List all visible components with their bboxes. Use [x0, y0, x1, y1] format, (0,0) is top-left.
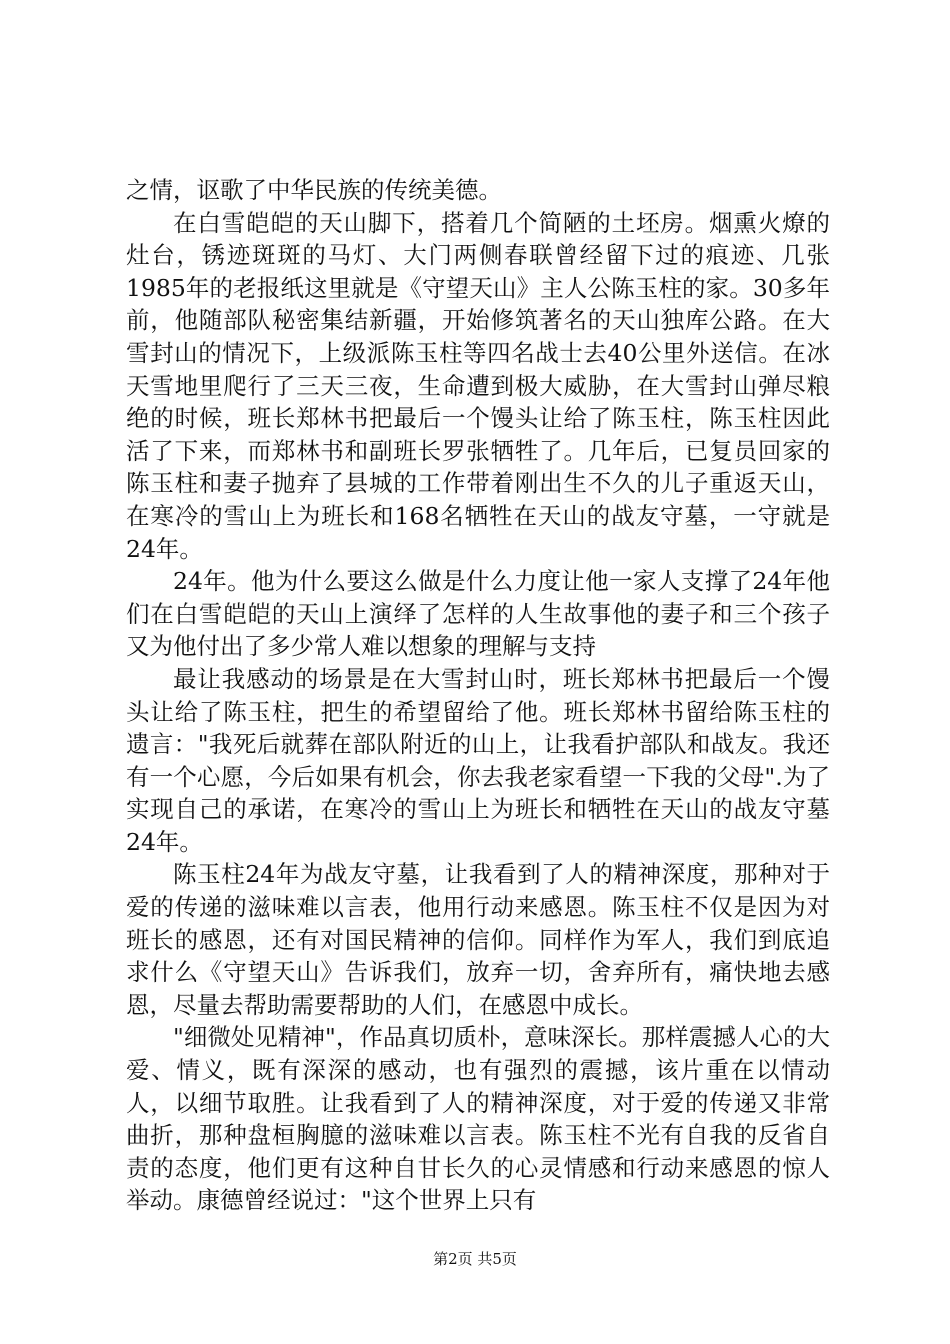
paragraph-tianshan-home: 在白雪皑皑的天山脚下，搭着几个简陋的土坯房。烟熏火燎的灶台，锈迹斑斑的马灯、大门两侧春联曾经留下过的痕迹、几张1985年的老报纸这里就是《守望天山》主人公陈玉柱的家。30多年前，他随部队秘密集结新疆，开始修筑著名的天山独库公路。在大雪封山的情况下，上级派陈玉柱等四名战士去40公里外送信。在冰天雪地里爬行了三天三夜，生命遭到极大威胁，在大雪封山弹尽粮绝的时候，班长郑林书把最后一个馒头让给了陈玉柱，陈玉柱因此活了下来，而郑林书和副班长罗张牺牲了。几年后，已复员回家的陈玉柱和妻子抛弃了县城的工作带着刚出生不久的儿子重返天山，在寒冷的雪山上为班长和168名牺牲在天山的战友守墓，一守就是24年。 — [126, 208, 830, 563]
paragraph-details-spirit: "细微处见精神"，作品真切质朴，意味深长。那样震撼人心的大爱、情义，既有深深的感动，也有强烈的震撼，该片重在以情动人，以细节取胜。让我看到了人的精神深度，对于爱的传递又非常曲折，那种盘桓胸臆的滋味难以言表。陈玉柱不光有自我的反省自责的态度，他们更有这种自甘长久的心灵情感和行动来感恩的惊人举动。康德曾经说过："这个世界上只有 — [126, 1023, 830, 1215]
paragraph-continuation: 之情，讴歌了中华民族的传统美德。 — [126, 176, 502, 204]
paragraph-moving-scene: 最让我感动的场景是在大雪封山时，班长郑林书把最后一个馒头让给了陈玉柱，把生的希望留给了他。班长郑林书留给陈玉柱的遗言："我死后就葬在部队附近的山上，让我看护部队和战友。我还有一个心愿，今后如果有机会，你去我老家看望一下我的父母".为了实现自己的承诺，在寒冷的雪山上为班长和牺牲在天山的战友守墓24年。 — [126, 664, 830, 856]
body-text — [126, 174, 830, 1217]
page-number-footer: 第2页 共5页 — [433, 1250, 517, 1268]
paragraph-questions: 24年。他为什么要这么做是什么力度让他一家人支撑了24年他们在白雪皑皑的天山上演绎了怎样的人生故事他的妻子和三个孩子又为他付出了多少常人难以想象的理解与支持 — [126, 567, 830, 661]
paragraph-spiritual-depth: 陈玉柱24年为战友守墓，让我看到了人的精神深度，那种对于爱的传递的滋味难以言表，他用行动来感恩。陈玉柱不仅是因为对班长的感恩，还有对国民精神的信仰。同样作为军人，我们到底追求什么《守望天山》告诉我们，放弃一切，舍弃所有，痛快地去感恩，尽量去帮助需要帮助的人们，在感恩中成长。 — [126, 860, 830, 1019]
